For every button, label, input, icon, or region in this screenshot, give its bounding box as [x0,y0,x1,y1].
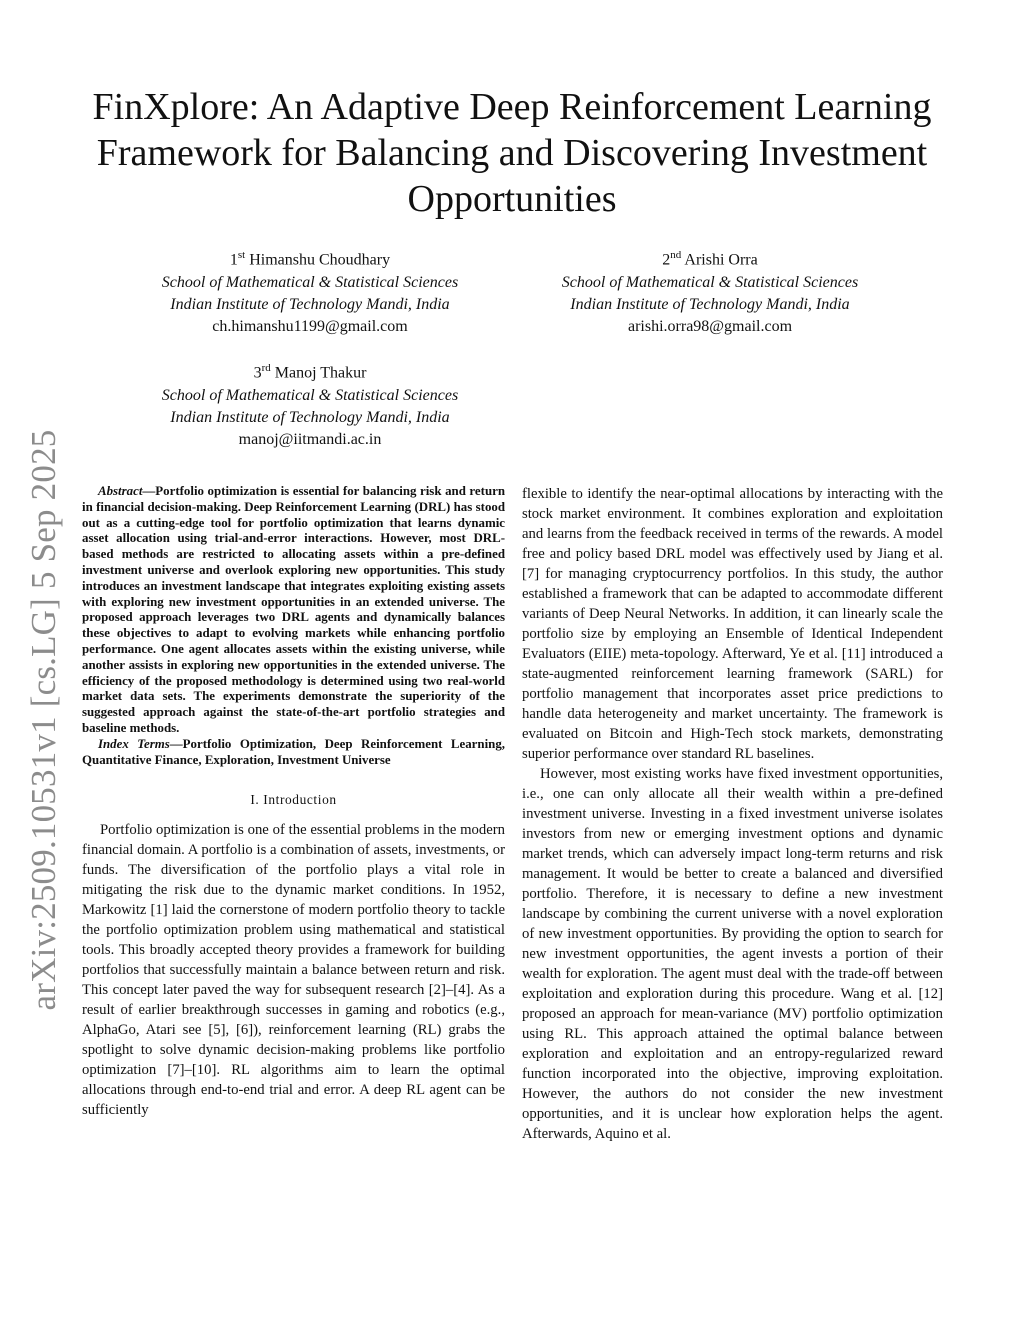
author-affiliation-institute: Indian Institute of Technology Mandi, India [170,408,450,426]
abstract [82,484,505,737]
author-ordinal-suffix: rd [261,362,271,374]
right-column [522,484,943,1144]
author-name: Manoj Thakur [274,364,367,382]
author-ordinal: 2 [662,251,671,269]
author-affiliation-institute: Indian Institute of Technology Mandi, India [170,295,450,313]
left-column [82,484,505,1120]
author-ordinal: 1 [229,251,238,269]
author-email[interactable]: manoj@iitmandi.ac.in [238,431,382,449]
abstract-text: —Portfolio optimization is essential for balancing risk and return in financial decision-making. Deep Reinforcement Learning (DRL) has stood out as a cutting-edge tool for portfolio optimization that learns dynamic asset allocation using trial-and-error interactions. However, most DRL-based methods are restricted to allocating assets within a pre-defined investment universe and overlook exploring new opportunities. This study introduces an investment landscape that integrates exploiting existing assets with exploring new investment opportunities in an extended universe. The proposed approach leverages two DRL agents and dynamically balances these objectives to adapt to evolving markets while enhancing portfolio performance. One agent allocates assets within the existing universe, while another assists in exploring new opportunities in the extended universe. The efficiency of the proposed methodology is determined using two real-world market data sets. The experiments demonstrate the superiority of the suggested approach against the state-of-the-art portfolio strategies and baseline methods. [82,484,505,735]
author-name: Arishi Orra [684,251,758,269]
index-terms-label: Index Terms [98,736,170,751]
author-affiliation-school: School of Mathematical & Statistical Sciences [161,386,459,404]
intro-paragraph: Portfolio optimization is one of the essential problems in the modern financial domain. A portfolio is a combination of assets, investments, or funds. The diversification of the portfolio plays a vital role in mitigating the risk due to the dynamic market conditions. In 1952, Markowitz [1] laid the cornerstone of modern portfolio theory to tackle the portfolio optimization problem using mathematical and statistical tools. This broadly accepted theory provides a framework for building portfolios that successfully maintain a balance between return and risk. This concept later paved the way for subsequent research [2]–[4]. As a result of earlier breakthrough successes in gaming and robotics (e.g., AlphaGo, Atari see [5], [6]), reinforcement learning (RL) grabs the spotlight to solve dynamic decision-making problems like portfolio optimization [7]–[10]. RL algorithms aim to learn the optimal allocations through end-to-end trial and error. A deep RL agent can be sufficiently [82,822,505,1119]
author-email[interactable]: arishi.orra98@gmail.com [627,318,793,336]
author-ordinal-suffix: st [237,249,246,261]
arxiv-identifier-stamp: arXiv:2509.10531v1 [cs.LG] 5 Sep 2025 [24,429,63,1011]
author-affiliation-school: School of Mathematical & Statistical Sciences [161,273,459,291]
author-block-3 [110,357,510,452]
author-block-2 [510,244,910,339]
index-terms-text: —Portfolio Optimization, Deep Reinforcement Learning, Quantitative Finance, Exploration, Investment Universe [82,736,505,767]
paper-title: FinXplore: An Adaptive Deep Reinforcement Learning Framework for Balancing and Discovering Investment Opportunities [92,86,932,220]
author-name-line [510,244,910,272]
author-name-line [110,357,510,385]
intro-paragraph-continued: flexible to identify the near-optimal allocations by interacting with the stock market environment. It combines exploration and exploitation and learns from the feedback received in terms of the rewards. A model free and policy based DRL model was effectively used by Jiang et al. [7] for managing cryptocurrency portfolios. In this study, the author established a framework that can be adapted to accommodate different variants of Deep Neural Networks. In addition, it can linearly scale the portfolio size by employing an Ensemble of Identical Independent Evaluators (EIIE) meta-topology. Afterward, Ye et al. [11] introduced a state-augmented reinforcement learning framework (SARL) for portfolio management that incorporates asset price predictions to handle data heterogeneity and market uncertainty. The framework is evaluated on Bitcoin and High-Tech stock markets, demonstrating superior performance over standard RL baselines. [522,486,943,762]
author-block-1 [110,244,510,339]
author-ordinal-suffix: nd [670,249,682,261]
author-name: Himanshu Choudhary [249,251,391,269]
abstract-label: Abstract [98,484,143,498]
author-email[interactable]: ch.himanshu1199@gmail.com [212,318,408,336]
author-affiliation-institute: Indian Institute of Technology Mandi, India [570,295,850,313]
author-affiliation-school: School of Mathematical & Statistical Sciences [561,273,859,291]
author-ordinal: 3 [253,364,262,382]
author-name-line [110,244,510,272]
intro-paragraph: However, most existing works have fixed investment opportunities, i.e., one can only allocate all their wealth within a pre-defined investment universe. Investing in a fixed investment universe isolates investors from new or emerging investment options and dynamic market trends, which can adversely impact long-term returns and risk management. It would be better to create a balanced and diversified portfolio. Therefore, it is necessary to define a new investment landscape by combining the current universe with a novel exploration of new investment opportunities. By providing the option to search for new investment opportunities, the agent invests a portion of their wealth for exploration. The agent must deal with the trade-off between exploitation and exploration during this procedure. Wang et al. [12] proposed an approach for mean-variance (MV) portfolio optimization using RL. This approach attained the optimal balance between exploration and exploitation and an entropy-regularized reward function incorporated into the objective, improving exploitation. However, the authors do not consider the new investment opportunities, and it is unclear how exploration helps the agent. Afterwards, Aquino et al. [522,766,943,1142]
section-heading-introduction: I. Introduction [250,792,337,808]
index-terms [82,737,505,769]
